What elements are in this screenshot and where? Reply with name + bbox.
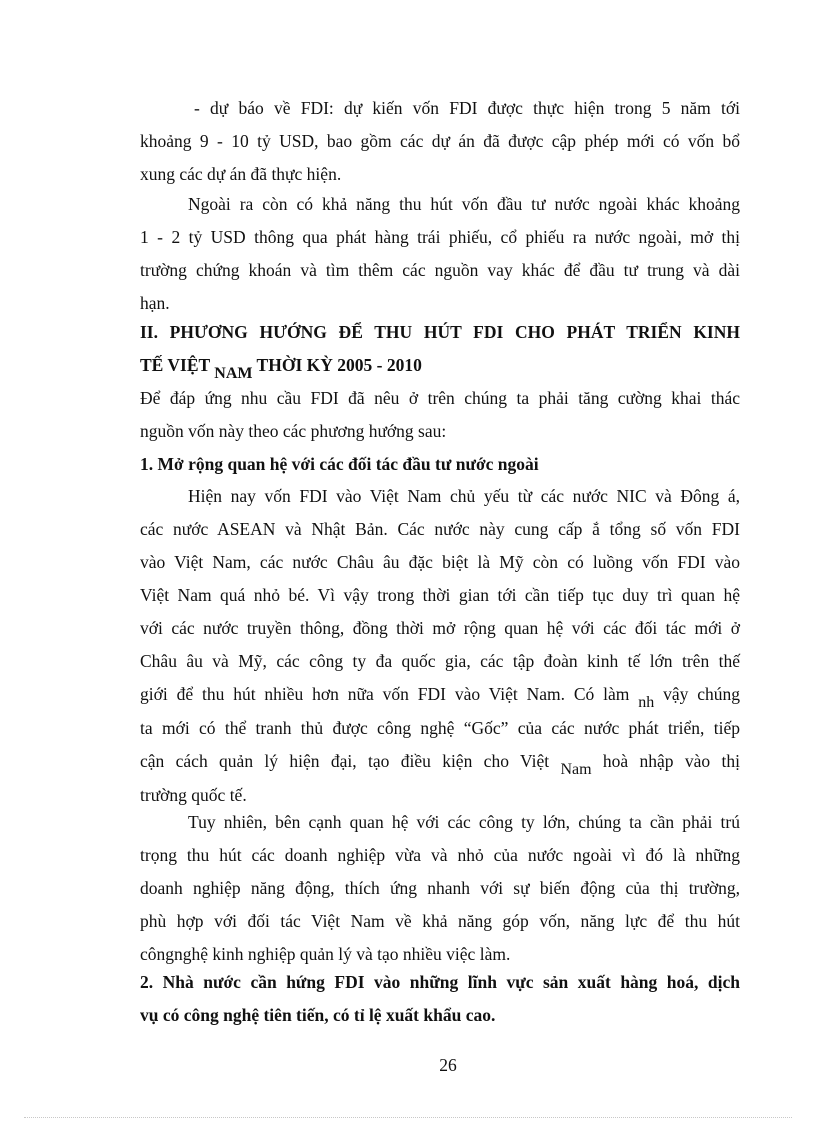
text-line: Để đáp ứng nhu cầu FDI đã nêu ở trên chúng ta phải tăng cường khai thác	[140, 388, 740, 408]
paragraph-fdi-forecast	[140, 92, 740, 191]
text-line: Châu âu và Mỹ, các công ty đa quốc gia, các tập đoàn kinh tế lớn trên thế	[140, 651, 740, 671]
text-line: xung các dự án đã thực hiện.	[140, 164, 342, 184]
text-line: - dự báo về FDI: dự kiến vốn FDI được thực hiện trong 5 năm tới	[194, 98, 740, 118]
page-bottom-divider	[24, 1117, 792, 1118]
text-line: nguồn vốn này theo các phương hướng sau:	[140, 421, 447, 441]
text-line	[140, 745, 740, 779]
subheading-1	[140, 448, 740, 481]
text-fragment: giới để thu hút nhiều hơn nữa vốn FDI vào Việt Nam. Có làm	[140, 684, 630, 704]
heading-line: II. PHƯƠNG HƯỚNG ĐỂ THU HÚT FDI CHO PHÁT TRIỂN KINH	[140, 322, 740, 342]
text-line: với các nước truyền thông, đồng thời mở rộng quan hệ với các đối tác mới ở	[140, 618, 740, 638]
subheading-2	[140, 966, 740, 1032]
text-line: côngnghệ kinh nghiệp quản lý và tạo nhiều việc làm.	[140, 944, 511, 964]
text-fragment: cận cách quản lý hiện đại, tạo điều kiện cho Việt	[140, 751, 550, 771]
heading-line: 2. Nhà nước cần hứng FDI vào những lĩnh vực sản xuất hàng hoá, dịch	[140, 972, 740, 992]
text-line: các nước ASEAN và Nhật Bản. Các nước này cung cấp ắ tổng số vốn FDI	[140, 519, 740, 539]
paragraph-sme	[140, 806, 740, 971]
section-heading-ii	[140, 316, 740, 383]
heading-line: vụ có công nghệ tiên tiến, có tỉ lệ xuất khẩu cao.	[140, 1005, 496, 1025]
text-line: Hiện nay vốn FDI vào Việt Nam chủ yếu từ các nước NIC và Đông á,	[188, 486, 740, 506]
text-line: Tuy nhiên, bên cạnh quan hệ với các công ty lớn, chúng ta cần phải trú	[188, 812, 740, 832]
text-fragment: hoà nhập vào thị	[602, 751, 740, 771]
paragraph-intro	[140, 382, 740, 448]
heading-text: NAM	[214, 365, 253, 382]
text-line	[140, 678, 740, 712]
text-line: phù hợp với đối tác Việt Nam về khả năng góp vốn, năng lực để thu hút	[140, 911, 740, 931]
text-line: Ngoài ra còn có khả năng thu hút vốn đầu tư nước ngoài khác khoảng	[188, 194, 740, 214]
text-line: trường chứng khoán và tìm thêm các nguồn vay khác để đầu tư trung và dài	[140, 260, 740, 280]
text-line: hạn.	[140, 293, 170, 313]
paragraph-partners	[140, 480, 740, 812]
paragraph-other-capital	[140, 188, 740, 320]
text-line: vào Việt Nam, các nước Châu âu đặc biệt là Mỹ còn có luồng vốn FDI vào	[140, 552, 740, 572]
text-line: khoảng 9 - 10 tỷ USD, bao gồm các dự án đã được cập phép mới có vốn bổ	[140, 131, 740, 151]
heading-line	[140, 349, 740, 383]
text-line: trọng thu hút các doanh nghiệp vừa và nhỏ của nước ngoài vì đó là những	[140, 845, 740, 865]
text-line: ta mới có thể tranh thủ được công nghệ “Gốc” của các nước phát triển, tiếp	[140, 718, 740, 738]
heading-line: 1. Mở rộng quan hệ với các đối tác đầu tư nước ngoài	[140, 454, 539, 474]
heading-text: TẾ VIỆT	[140, 355, 210, 375]
text-line: trường quốc tế.	[140, 785, 247, 805]
text-fragment: Nam	[560, 761, 592, 778]
text-line: doanh nghiệp năng động, thích ứng nhanh với sự biến động của thị trường,	[140, 878, 740, 898]
text-fragment: nh	[638, 694, 655, 711]
text-line: 1 - 2 tỷ USD thông qua phát hàng trái phiếu, cổ phiếu ra nước ngoài, mở thị	[140, 227, 740, 247]
text-fragment: vậy chúng	[663, 684, 741, 704]
page-number: 26	[439, 1055, 457, 1075]
text-line: Việt Nam quá nhỏ bé. Vì vậy trong thời gian tới cần tiếp tục duy trì quan hệ	[140, 585, 740, 605]
heading-text: THỜI KỲ 2005 - 2010	[256, 355, 422, 375]
